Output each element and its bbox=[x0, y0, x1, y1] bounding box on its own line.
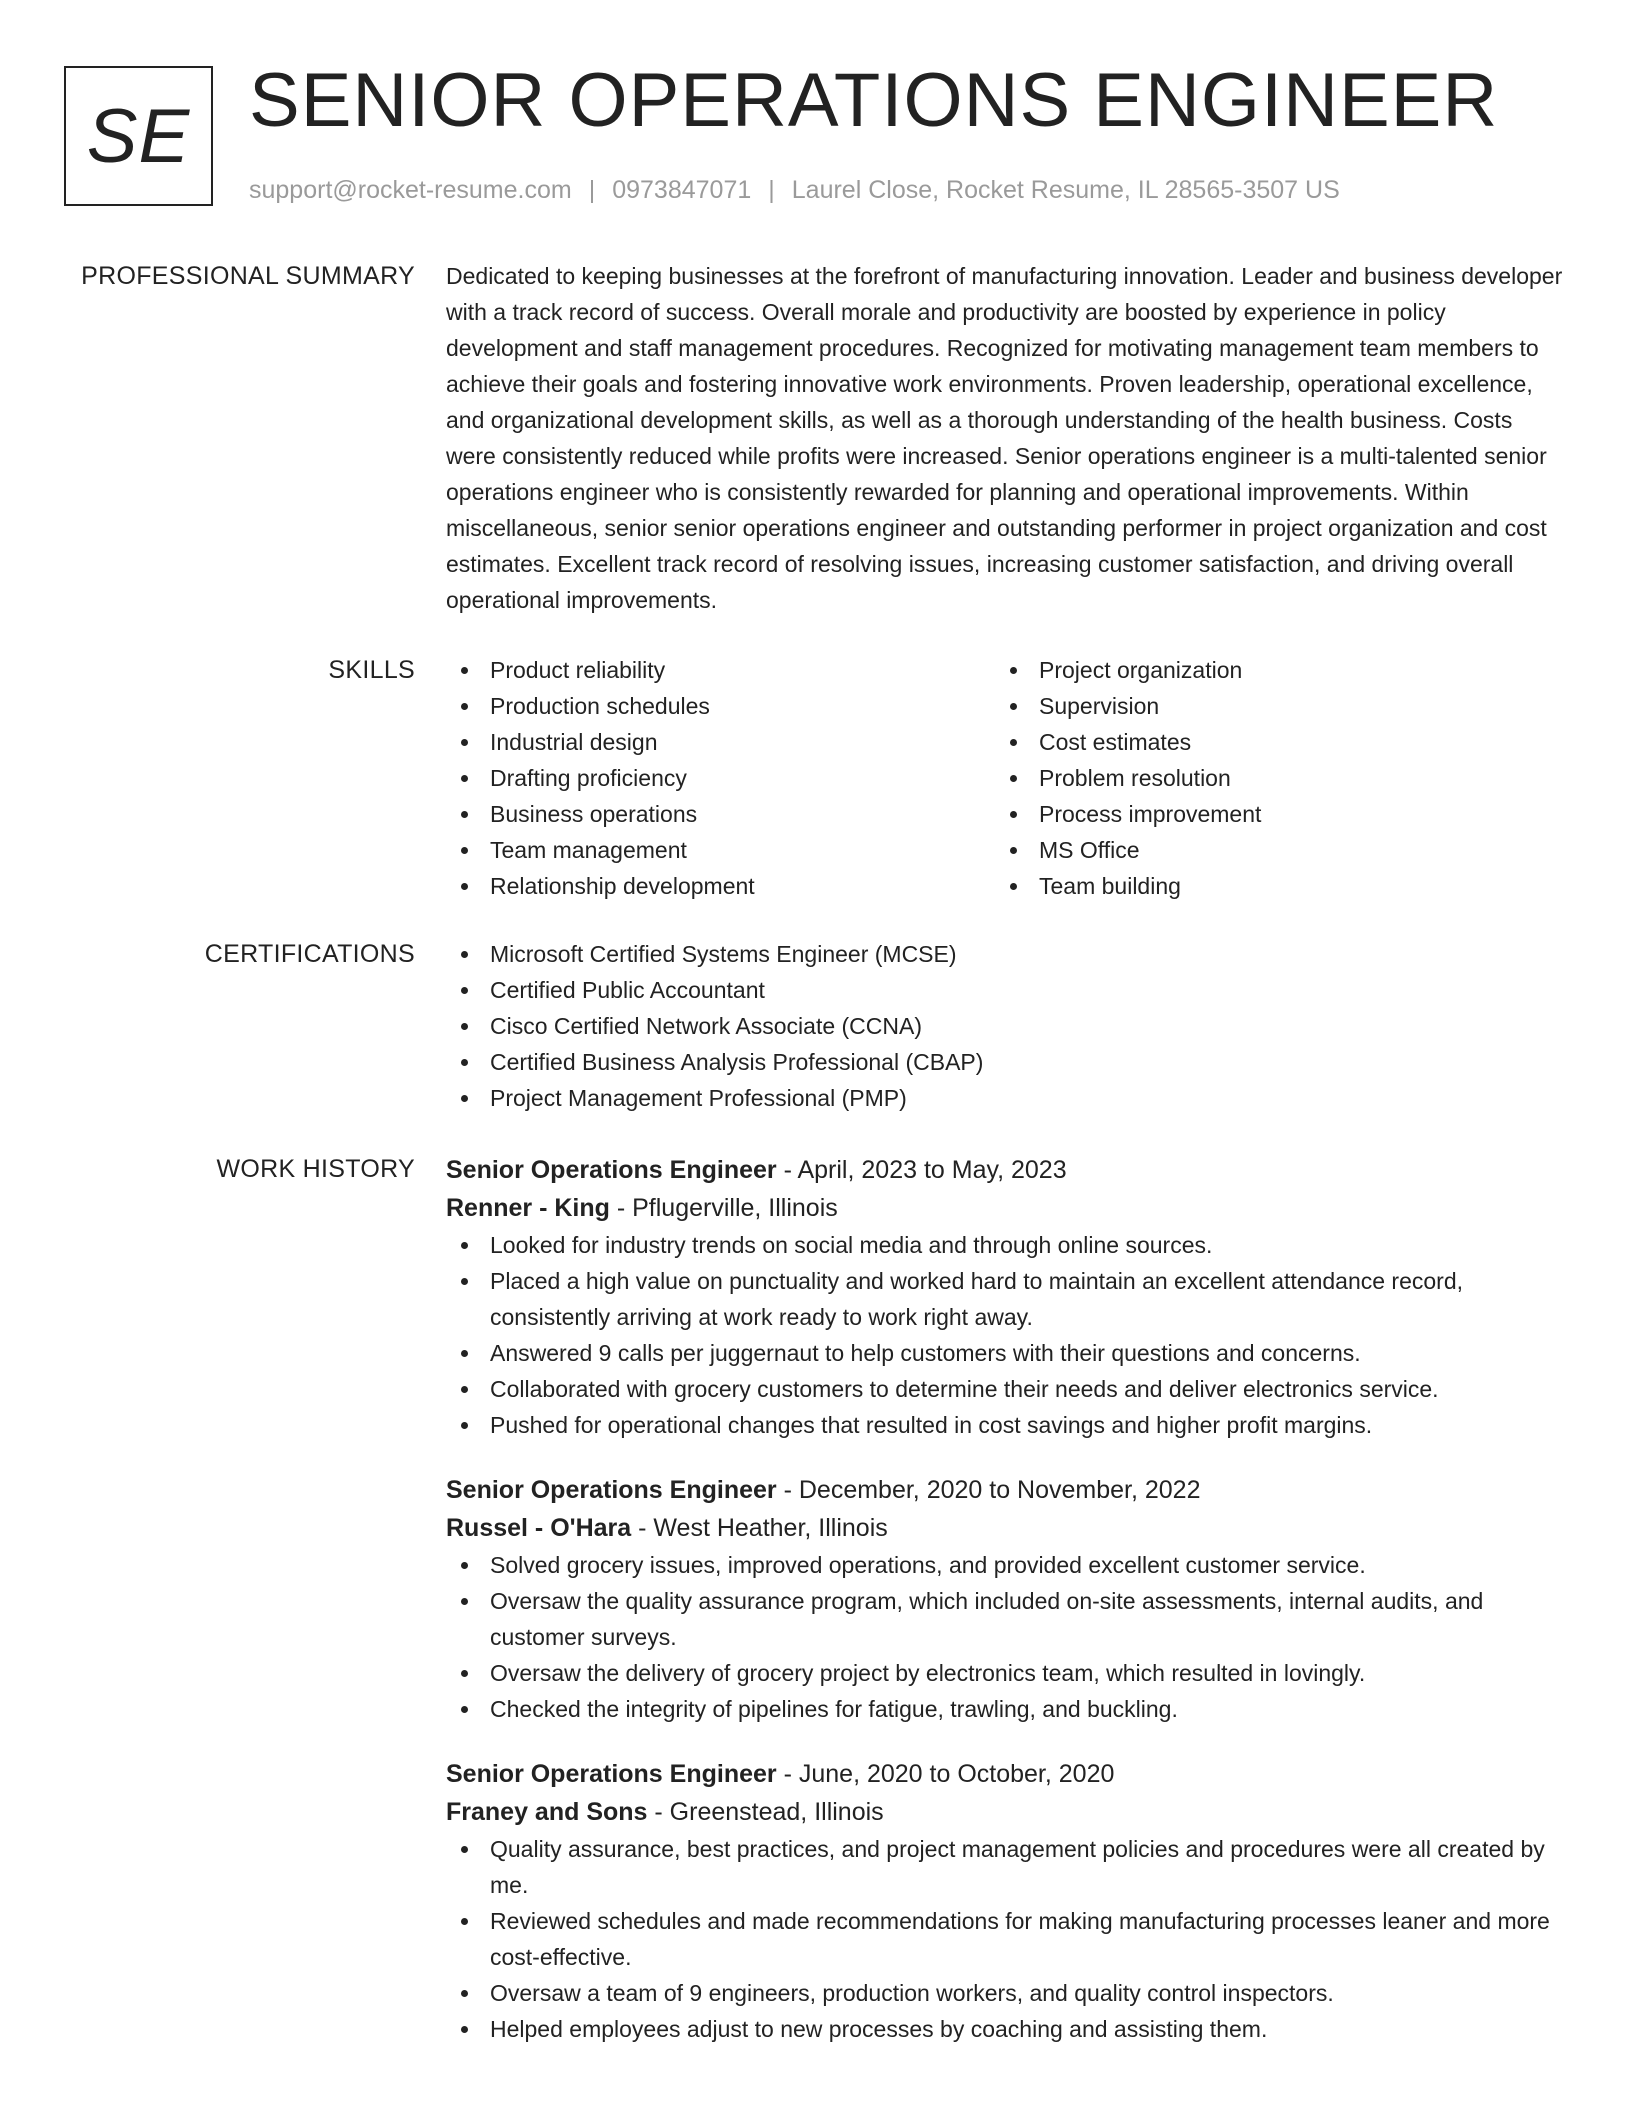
job-bullet: Answered 9 calls per juggernaut to help customers with their questions and concerns. bbox=[446, 1335, 1564, 1371]
job-bullet: Oversaw a team of 9 engineers, production workers, and quality control inspectors. bbox=[446, 1975, 1564, 2011]
contact-phone[interactable]: 0973847071 bbox=[612, 176, 752, 204]
certifications-heading: CERTIFICATIONS bbox=[204, 940, 415, 968]
certifications-list bbox=[446, 936, 1564, 1116]
skill-item: Team management bbox=[446, 832, 995, 868]
job-location: - Pflugerville, Illinois bbox=[609, 1194, 838, 1222]
job-bullet: Helped employees adjust to new processes by coaching and assisting them. bbox=[446, 2011, 1564, 2047]
job-location: - West Heather, Illinois bbox=[631, 1514, 888, 1542]
job-title-line bbox=[446, 1755, 1564, 1793]
skill-item: Drafting proficiency bbox=[446, 760, 995, 796]
resume-title: SENIOR OPERATIONS ENGINEER bbox=[249, 58, 1499, 143]
certification-item: Certified Public Accountant bbox=[446, 972, 1564, 1008]
job-role: Senior Operations Engineer bbox=[446, 1760, 777, 1788]
skill-item: Team building bbox=[995, 868, 1544, 904]
contact-email[interactable]: support@rocket-resume.com bbox=[249, 176, 572, 204]
skill-item: Project organization bbox=[995, 652, 1544, 688]
job-dates: - June, 2020 to October, 2020 bbox=[776, 1760, 1115, 1788]
skill-item: Product reliability bbox=[446, 652, 995, 688]
job-bullet: Solved grocery issues, improved operations, and provided excellent customer service. bbox=[446, 1547, 1564, 1583]
job-title-line bbox=[446, 1151, 1564, 1189]
skills-list-right bbox=[995, 652, 1544, 904]
job-bullets bbox=[446, 1831, 1564, 2047]
job-dates: - April, 2023 to May, 2023 bbox=[776, 1156, 1067, 1184]
skill-item: Business operations bbox=[446, 796, 995, 832]
job-company-line bbox=[446, 1509, 1564, 1547]
job-bullets bbox=[446, 1227, 1564, 1443]
job-company: Renner - King bbox=[446, 1194, 610, 1222]
skills-body bbox=[446, 652, 1564, 904]
skills-list-left bbox=[446, 652, 995, 904]
certification-item: Project Management Professional (PMP) bbox=[446, 1080, 1564, 1116]
job-bullets bbox=[446, 1547, 1564, 1727]
job-company-line bbox=[446, 1189, 1564, 1227]
job-bullet: Pushed for operational changes that resulted in cost savings and higher profit margins. bbox=[446, 1407, 1564, 1443]
job-entry bbox=[446, 1471, 1564, 1727]
certification-item: Cisco Certified Network Associate (CCNA) bbox=[446, 1008, 1564, 1044]
monogram-logo: SE bbox=[64, 66, 213, 206]
summary-text: Dedicated to keeping businesses at the forefront of manufacturing innovation. Leader and business developer with a track record of success. Overall morale and productivity are boosted by experience in policy development and staff management procedures. Recognized for motivating management team members to achieve their goals and fostering innovative work environments. Proven leadership, operational excellence, and organizational development skills, as well as a thorough understanding of the health business. Costs were consistently reduced while profits were increased. Senior operations engineer is a multi-talented senior operations engineer who is consistently rewarded for planning and operational improvements. Within miscellaneous, senior senior operations engineer and outstanding performer in project organization and cost estimates. Excellent track record of resolving issues, increasing customer satisfaction, and driving overall operational improvements. bbox=[446, 263, 1563, 613]
skill-item: Industrial design bbox=[446, 724, 995, 760]
skill-item: Relationship development bbox=[446, 868, 995, 904]
contact-line bbox=[249, 174, 1340, 206]
job-role: Senior Operations Engineer bbox=[446, 1476, 777, 1504]
skill-item: MS Office bbox=[995, 832, 1544, 868]
certifications-body bbox=[446, 936, 1564, 1116]
job-bullet: Quality assurance, best practices, and project management policies and procedures were all created by me. bbox=[446, 1831, 1564, 1903]
job-location: - Greenstead, Illinois bbox=[647, 1798, 884, 1826]
certification-item: Certified Business Analysis Professional (CBAP) bbox=[446, 1044, 1564, 1080]
job-bullet: Checked the integrity of pipelines for fatigue, trawling, and buckling. bbox=[446, 1691, 1564, 1727]
job-bullet: Collaborated with grocery customers to determine their needs and deliver electronics service. bbox=[446, 1371, 1564, 1407]
summary-heading: PROFESSIONAL SUMMARY bbox=[81, 262, 415, 290]
contact-address: Laurel Close, Rocket Resume, IL 28565-3507 US bbox=[791, 176, 1340, 204]
job-bullet: Oversaw the delivery of grocery project by electronics team, which resulted in lovingly. bbox=[446, 1655, 1564, 1691]
job-dates: - December, 2020 to November, 2022 bbox=[776, 1476, 1201, 1504]
contact-separator: | bbox=[588, 176, 596, 204]
skill-item: Supervision bbox=[995, 688, 1544, 724]
job-entry bbox=[446, 1755, 1564, 2047]
skill-item: Process improvement bbox=[995, 796, 1544, 832]
job-bullet: Reviewed schedules and made recommendations for making manufacturing processes leaner and more cost-effective. bbox=[446, 1903, 1564, 1975]
skill-item: Problem resolution bbox=[995, 760, 1544, 796]
job-title-line bbox=[446, 1471, 1564, 1509]
summary-body bbox=[446, 258, 1564, 618]
skills-heading: SKILLS bbox=[328, 656, 415, 684]
work-heading: WORK HISTORY bbox=[216, 1155, 415, 1183]
certification-item: Microsoft Certified Systems Engineer (MCSE) bbox=[446, 936, 1564, 972]
job-company-line bbox=[446, 1793, 1564, 1831]
job-role: Senior Operations Engineer bbox=[446, 1156, 777, 1184]
skill-item: Cost estimates bbox=[995, 724, 1544, 760]
contact-separator: | bbox=[768, 176, 775, 204]
job-bullet: Oversaw the quality assurance program, which included on-site assessments, internal audits, and customer surveys. bbox=[446, 1583, 1564, 1655]
job-company: Franey and Sons bbox=[446, 1798, 648, 1826]
job-company: Russel - O'Hara bbox=[446, 1514, 632, 1542]
skill-item: Production schedules bbox=[446, 688, 995, 724]
work-body bbox=[446, 1151, 1564, 2075]
job-bullet: Placed a high value on punctuality and worked hard to maintain an excellent attendance record, consistently arriving at work ready to work right away. bbox=[446, 1263, 1564, 1335]
job-bullet: Looked for industry trends on social media and through online sources. bbox=[446, 1227, 1564, 1263]
job-entry bbox=[446, 1151, 1564, 1443]
